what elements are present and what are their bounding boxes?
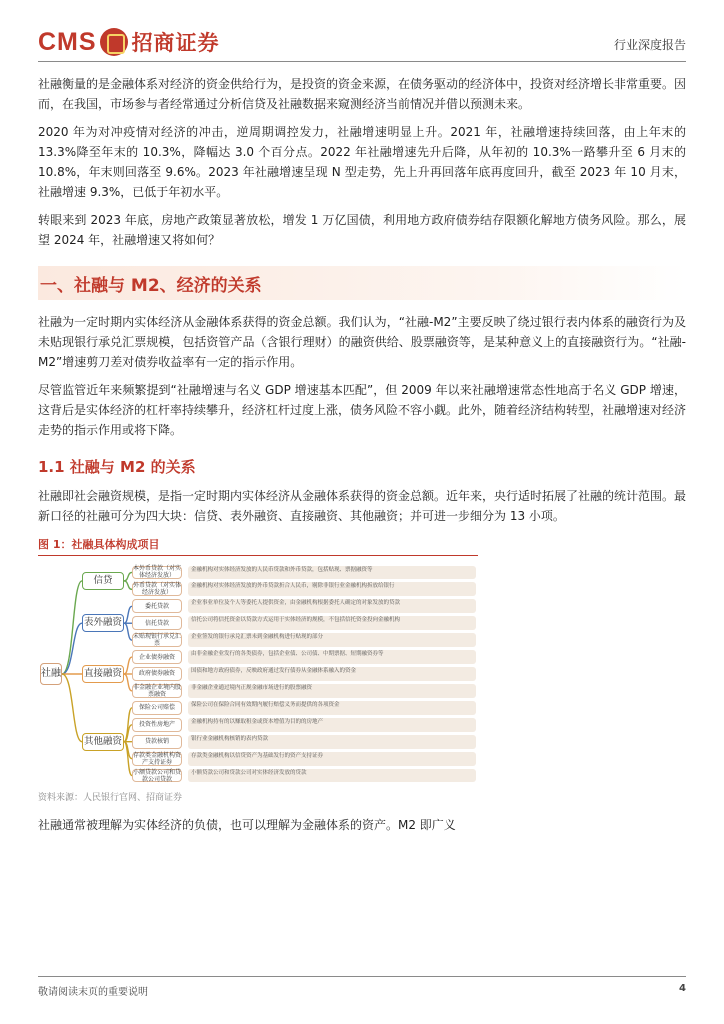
diagram-item-description: 由非金融企业发行的各类债券，包括企业债、公司债、中期票据、短期融资券等 [188, 650, 476, 664]
diagram-item-description: 信托公司将信托资金以贷款方式运用于实体经济的规模，不包括信托资金投向金融机构 [188, 616, 476, 630]
subsection-title: 1.1 社融与 M2 的关系 [38, 458, 196, 476]
report-type-label: 行业深度报告 [613, 38, 686, 52]
diagram-item-node: 政府债券融资 [132, 667, 182, 681]
diagram-item-node: 贷款核销 [132, 735, 182, 749]
section-title: 一、社融与 M2、经济的关系 [40, 275, 262, 296]
diagram-item-node: 信托贷款 [132, 616, 182, 630]
financing-structure-diagram [38, 560, 478, 788]
diagram-item-connector [124, 623, 132, 640]
diagram-item-connector [124, 674, 132, 691]
closing-paragraph: 社融通常被理解为实体经济的负债，也可以理解为金融体系的资产。M2 即广义 [38, 818, 456, 832]
diagram-item-description: 企业事业单位及个人等委托人提供资金，由金融机构根据委托人确定的对象发放的贷款 [188, 599, 476, 613]
logo-cms-text: CMS [38, 27, 97, 56]
page-header [38, 22, 686, 62]
diagram-item-node: 投资性房地产 [132, 718, 182, 732]
diagram-item-connector [124, 572, 132, 580]
intro-paragraph-2: 2020 年为对冲疫情对经济的冲击，逆周期调控发力，社融增速明显上升。2021 年，社融增速持续回落，由上年末的 13.3%降至年末的 10.3%，降幅达 3.0 个百分点。2022 年社融增速先升后降，从年初的 10.3%一路攀升至 6 月末的 10.8%，年末则回落至 9.6%。2023 年社融增速呈现 N 型走势，先上升再回落年底再度回升，截至 2023 年 10 月末，社融增速 9.3%，已低于年初水平。 [38, 125, 686, 199]
diagram-item-node: 非金融企业境内股票融资 [133, 683, 182, 698]
diagram-item-node: 外币贷款（对实体经济发放） [133, 582, 182, 597]
diagram-item-description: 企业签发的银行承兑汇票未到金融机构进行贴现的部分 [188, 633, 476, 647]
diagram-item-connector [124, 606, 132, 623]
logo-cn-text: 招商证券 [131, 31, 220, 55]
diagram-item-description: 金融机构对实体经济发放的人民币贷款和外币贷款，包括贴现、票据融资等 [188, 566, 476, 580]
diagram-root-node: 社融 [40, 663, 62, 685]
diagram-item-description: 银行业金融机构核销的表内贷款 [188, 735, 476, 749]
diagram-item-description: 国债和地方政府债券，反映政府通过发行债券从金融体系融入的资金 [188, 667, 476, 681]
diagram-item-node: 未贴现银行承兑汇票 [133, 633, 182, 648]
section-paragraph-2: 尽管监管近年来频繁提到“社融增速与名义 GDP 增速基本匹配”，但 2009 年以来社融增速常态性地高于名义 GDP 增速，这背后是实体经济的杠杆率持续攀升，经济杠杆过度上涨，债务风险不容小觑。此外，随着经济结构转型，社融增速对经济走势的指示作用或将下降。 [38, 383, 687, 437]
section-paragraph-1: 社融为一定时期内实体经济从金融体系获得的资金总额。我们认为，“社融-M2”主要反映了绕过银行表内体系的融资行为及未贴现银行承兑汇票规模，包括资管产品（含银行理财）的融资供给、股票融资等，是某种意义上的直接融资行为。“社融-M2”增速剪刀差对债券收益率有一定的指示作用。 [38, 315, 686, 369]
intro-paragraph-3: 转眼来到 2023 年底，房地产政策显著放松，增发 1 万亿国债，利用地方政府债券结存限额化解地方债务风险。那么，展望 2024 年，社融增速又将如何？ [38, 213, 686, 247]
diagram-item-description: 非金融企业通过境内正规金融市场进行的股票融资 [188, 684, 476, 698]
diagram-item-description: 金融机构对实体经济发放的外币贷款折合人民币，剔除非银行业金融机构拆放给银行 [188, 582, 476, 596]
diagram-item-description: 存款类金融机构以信贷资产为基础发行的资产支持证券 [188, 752, 476, 766]
section-heading [38, 266, 686, 300]
diagram-item-connector [124, 581, 132, 589]
figure-title: 图 1：社融具体构成项目 [38, 536, 478, 556]
diagram-group-node: 信贷 [82, 572, 124, 590]
intro-paragraph-1: 社融衡量的是金融体系对经济的资金供给行为，是投资的资金来源，在债务驱动的经济体中，投资对经济增长非常重要。因而，在我国，市场参与者经常通过分析信贷及社融数据来窥测经济当前情况并借以预测未来。 [38, 77, 687, 111]
diagram-item-description: 小额贷款公司和贷款公司对实体经济发放的贷款 [188, 769, 476, 783]
diagram-item-node: 本外币贷款（对实体经济发放） [133, 565, 182, 580]
page-number: 4 [679, 983, 686, 994]
diagram-item-node: 保险公司赔偿 [132, 701, 182, 715]
subsection-paragraph: 社融即社会融资规模，是指一定时期内实体经济从金融体系获得的资金总额。近年来，央行适时拓展了社融的统计范围。最新口径的社融可分为四大块：信贷、表外融资、直接融资、其他融资；并可进一步细分为 13 小项。 [38, 489, 687, 523]
logo-emblem-icon [100, 28, 128, 56]
diagram-group-node: 直接融资 [82, 665, 124, 683]
diagram-item-node: 小额贷款公司和贷款公司贷款 [133, 768, 182, 783]
page-footer [38, 976, 686, 998]
main-content [38, 74, 686, 835]
diagram-group-node: 表外融资 [82, 614, 124, 632]
diagram-item-node: 委托贷款 [132, 599, 182, 613]
diagram-item-description: 金融机构持有的以赚取租金或资本增值为目的的房地产 [188, 718, 476, 732]
diagram-item-node: 企业债券融资 [132, 650, 182, 664]
diagram-item-node: 存款类金融机构资产支持证券 [133, 751, 182, 766]
diagram-root-connector [62, 674, 82, 742]
diagram-group-node: 其他融资 [82, 733, 124, 751]
diagram-root-connector [62, 581, 82, 674]
company-logo [38, 26, 220, 58]
diagram-item-description: 保险公司在保险合同有效期内履行赔偿义务而提供的各项资金 [188, 701, 476, 715]
diagram-item-connector [124, 657, 132, 674]
figure-source: 资料来源：人民银行官网、招商证券 [38, 793, 183, 803]
footer-disclaimer: 敬请阅读末页的重要说明 [38, 987, 148, 998]
